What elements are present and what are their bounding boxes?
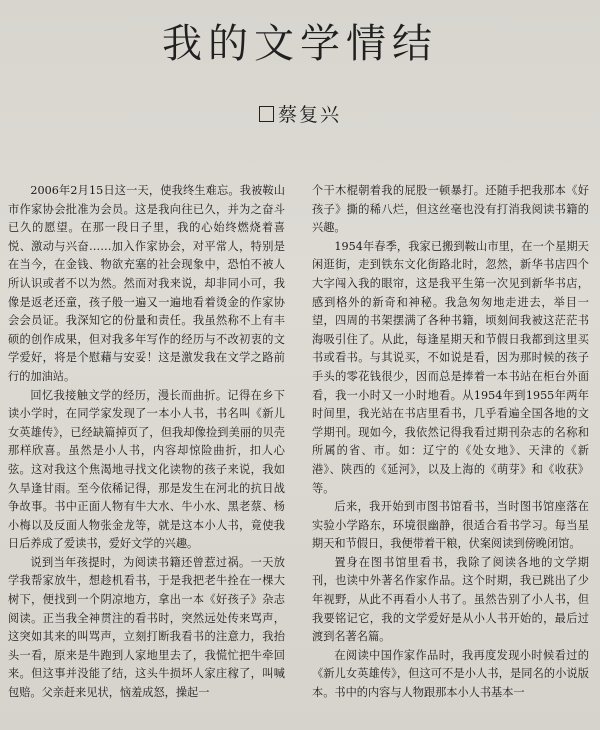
paragraph: 说到当年孩提时，为阅读书籍还曾惹过祸。一天放学我帮家放牛，想趁机看书，于是我把老牛拴在一棵大树下，便找到一个阴凉地方，拿出一本《好孩子》杂志阅读。正当我全神贯注的看书时，突然远处传来骂声，这突如其来的叫骂声，立刻打断我看书的注意力，我抬头一看，原来是牛跑到人家地里去了，我慌忙把牛牵回来。但这事并没能了结，这头牛损坏人家庄稼了，叫喊包赔。父亲赶来见状，恼羞成怒，操起一: [8, 555, 285, 700]
paragraph: 个干木棍朝着我的屁股一顿暴打。还随手把我那本《好孩子》撕的稀八烂，但这丝毫也没有打消我阅读书籍的兴趣。: [312, 184, 589, 235]
square-bullet-icon: [259, 106, 274, 122]
byline: [0, 100, 600, 127]
right-column: [312, 182, 589, 730]
paragraph: 1954年春季，我家已搬到鞍山市里，在一个星期天闲逛街，走到铁东文化街路北时，忽然，新华书店四个大字闯入我的眼帘，这是我平生第一次见到新华书店，感到格外的新奇和神秘。我急匆匆地走进去，举目一望，四周的书架摆满了各种书籍，顷刻间我被这茫茫书海吸引住了。从此，每逢星期天和节假日我都到这里买书或看书。与其说买，不如说是看，因为那时候的孩子手头的零花钱很少，因而总是捧着一本书站在柜台外面看，我一小时又一小时地看。从1954年到1955年两年时间里，我光站在书店里看书，几乎看遍全国各地的文学期刊。现如今，我依然记得我看过期刊杂志的名称和所属的省、市。如：辽宁的《处女地》、天津的《新港》、陕西的《延河》，以及上海的《萌芽》和《收获》等。: [312, 239, 589, 495]
paragraph: 在阅读中国作家作品时，我再度发现小时候看过的《新儿女英雄传》，但这可不是小人书，是同名的小说版本。书中的内容与人物跟那本小人书基本一: [312, 648, 589, 700]
paragraph: 后来，我开始到市图书馆看书，当时图书馆座落在实验小学路东，环境很幽静，很适合看书学习。每当星期天和节假日，我便带着干粮，伏案阅读到傍晚闭馆。: [312, 500, 589, 551]
paragraph: 置身在图书馆里看书，我除了阅读各地的文学期刊，也读中外著名作家作品。这个时期，我已跳出了少年视野，从此不再看小人书了。虽然告别了小人书，但我要铭记它，我的文学爱好是从小人书开始的，最后过渡到名著名篇。: [312, 555, 589, 644]
article-title: 我的文学情结: [162, 21, 438, 67]
left-column: [8, 182, 285, 730]
paragraph: 2006年2月15日这一天，使我终生难忘。我被鞍山市作家协会批准为会员。这是我向往已久，并为之奋斗已久的愿望。在那一段日子里，我的心始终燃烧着喜悦、激动与兴奋……加入作家协会，对平常人，特别是在当今，在金钱、物欲充塞的社会现象中，恐怕不被人所认识或者不以为然。然而对我来说，却非同小可，我像是返老还童，孩子般一遍又一遍地看着烫金的作家协会会员证。我深知它的份量和责任。我虽然称不上有丰硕的创作成果，但对我多年写作的经历与不改初衷的文学爱好，将是个慰藉与安妥！这是激发我在文学之路前行的加油站。: [8, 184, 285, 383]
paragraph: 回忆我接触文学的经历，漫长而曲折。记得在乡下读小学时，在同学家发现了一本小人书，书名叫《新儿女英雄传》，已经缺篇掉页了，但我却像捡到美丽的贝壳那样欣喜。虽然是小人书，内容却惊险曲折，扣人心弦。这对我这个焦渴地寻找文化读物的孩子来说，我如久旱逢甘雨。至今依稀记得，那是发生在河北的抗日战争故事。书中正面人物有牛大水、牛小水、黑老蔡、杨小梅以及反面人物张金龙等，就是这本小人书，竟使我日后养成了爱读书，爱好文学的兴趣。: [8, 388, 285, 551]
author-name: 蔡复兴: [277, 104, 341, 126]
